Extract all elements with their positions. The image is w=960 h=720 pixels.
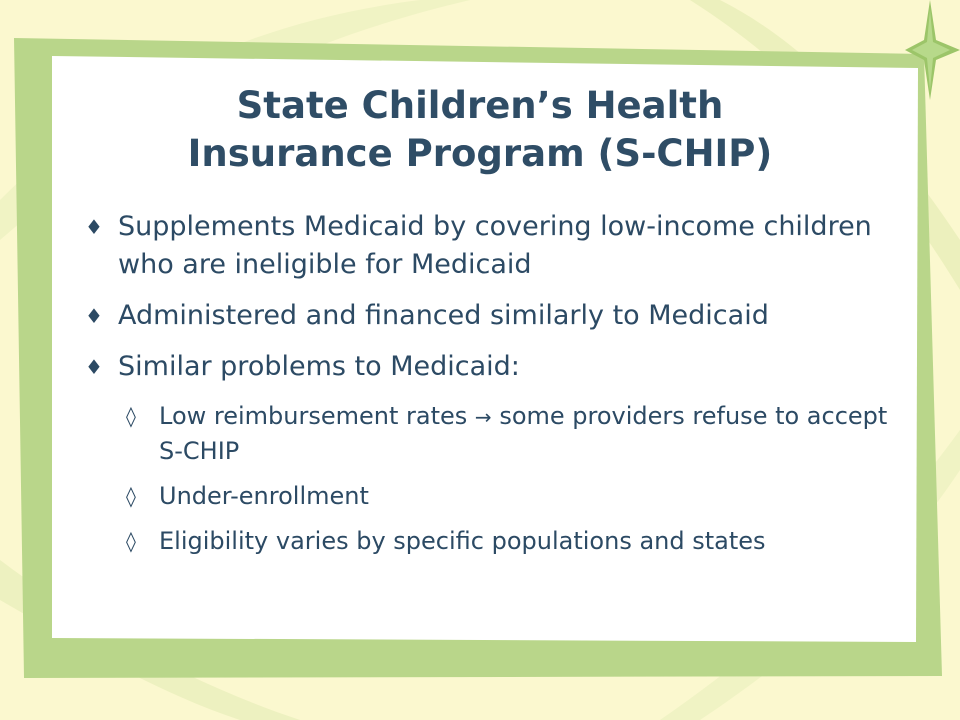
- sub-bullet-text-after: some providers refuse to accept S-CHIP: [159, 402, 888, 465]
- sub-bullet-item: [126, 524, 890, 558]
- title-line-2: Insurance Program (S-CHIP): [187, 132, 773, 175]
- sub-bullet-text: Eligibility varies by specific populations and states: [159, 527, 766, 555]
- sub-bullet-text-before: Low reimbursement rates: [159, 402, 468, 430]
- bullet-item: [85, 348, 890, 386]
- diamond-outline-icon: ◊: [126, 484, 136, 508]
- diamond-solid-icon: ♦: [85, 355, 103, 379]
- bullet-text: Supplements Medicaid by covering low-income children who are ineligible for Medicaid: [118, 211, 872, 280]
- right-arrow-icon: →: [474, 405, 492, 429]
- bullet-item: [85, 297, 890, 335]
- bullet-text: Similar problems to Medicaid:: [118, 351, 520, 382]
- diamond-solid-icon: ♦: [85, 215, 103, 239]
- bullet-text: Administered and financed similarly to Medicaid: [118, 300, 769, 331]
- slide-title: [80, 82, 880, 178]
- bullet-item: [85, 208, 890, 284]
- sub-bullet-item: [126, 479, 890, 513]
- diamond-outline-icon: ◊: [126, 529, 136, 553]
- diamond-solid-icon: ♦: [85, 304, 103, 328]
- bullet-list: [85, 208, 890, 569]
- sub-bullet-item: [126, 399, 890, 468]
- diamond-outline-icon: ◊: [126, 404, 136, 428]
- title-line-1: State Children’s Health: [236, 84, 724, 127]
- sub-bullet-text: Under-enrollment: [159, 482, 369, 510]
